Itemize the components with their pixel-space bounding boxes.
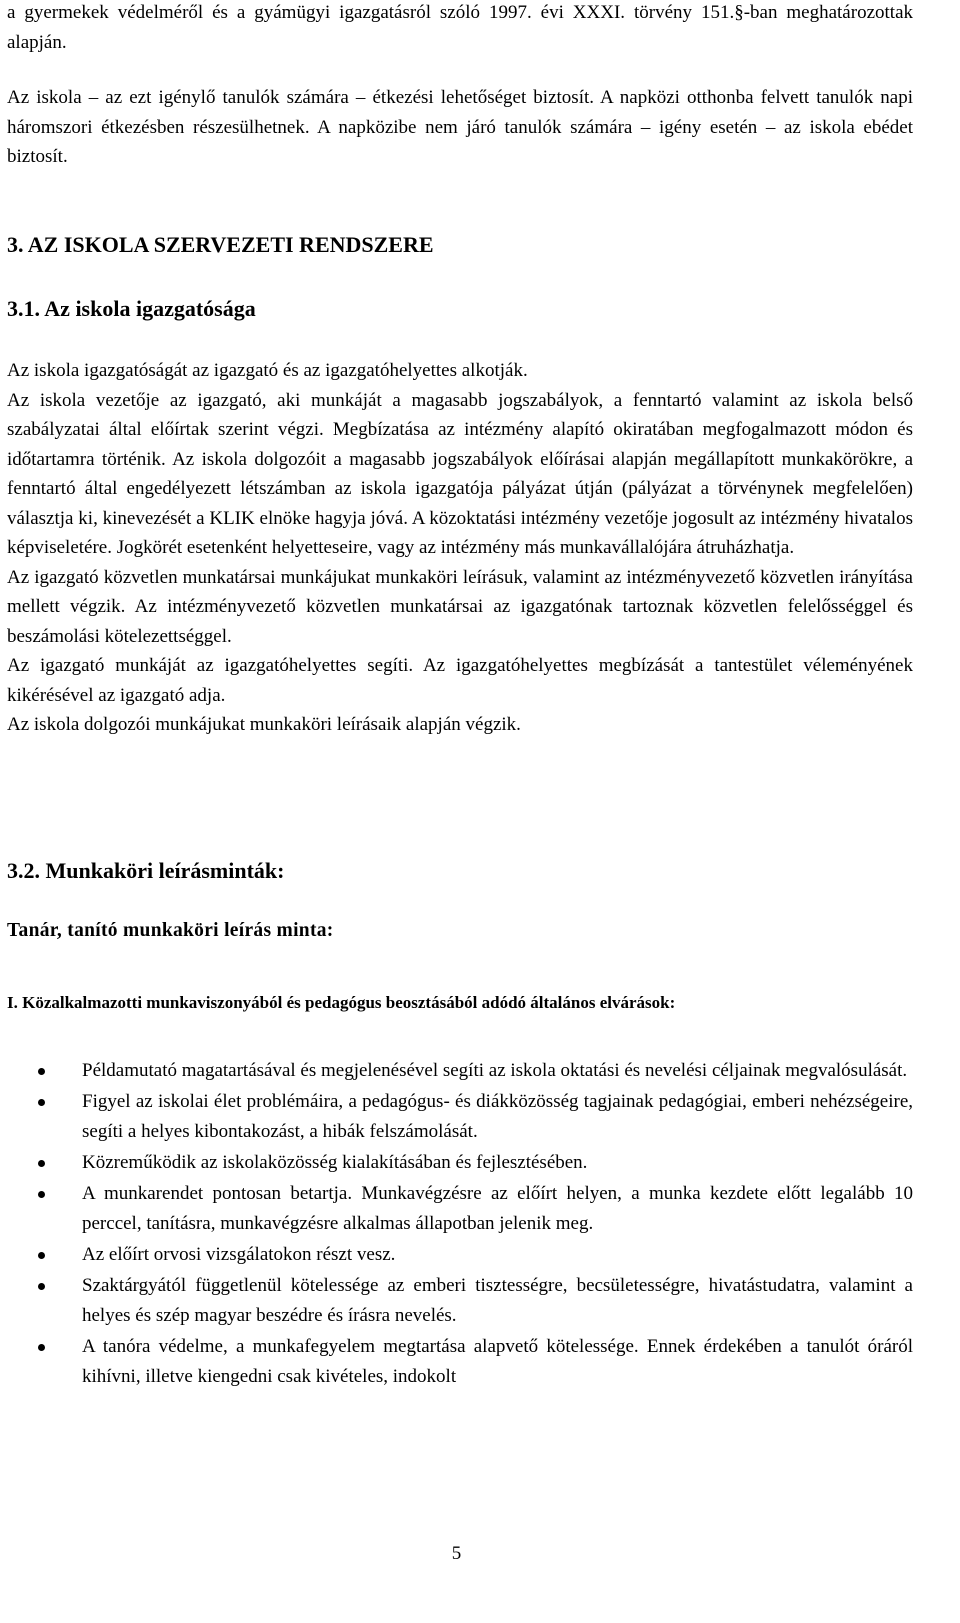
requirements-list — [0, 1056, 913, 1393]
paragraph: Az iskola igazgatóságát az igazgató és az igazgatóhelyettes alkotják. — [7, 360, 528, 381]
list-item: A tanóra védelme, a munkafegyelem megtartása alapvető kötelessége. Ennek érdekében a tanulót óráról kihívni, illetve kiengedni csak kivételes, indokolt — [0, 1332, 913, 1392]
list-item: Szaktárgyától függetlenül kötelessége az emberi tisztességre, becsületességre, hivatástudatra, valamint a helyes és szép magyar beszédre és írásra nevelés. — [0, 1271, 913, 1331]
subsection-heading-3-1: 3.1. Az iskola igazgatósága — [7, 296, 256, 321]
paragraph: Az iskola vezetője az igazgató, aki munkáját a magasabb jogszabályok, a fenntartó valamint az iskola belső szabályzatai által előírtak szerint végzi. Megbízatása az intézmény alapító okiratában megfogalmazott módon és időtartamra történik. Az iskola dolgozóit a magasabb jogszabályok előírásai alapján megállapított munkakörökre, a fenntartó által engedélyezett létszámban az iskola igazgatója pályázat útján (pályázat a törvénynek megfelelően) választja ki, kinevezését a KLIK elnöke hagyja jóvá. A közoktatási intézmény vezetője jogosult az intézmény hivatalos képviseletére. Jogkörét esetenként helyetteseire, vagy az intézmény más munkavállalójára átruházhatja. — [7, 389, 913, 558]
bullet-icon — [38, 1252, 45, 1259]
paragraph: Az iskola dolgozói munkájukat munkaköri leírásaik alapján végzik. — [7, 714, 521, 735]
bullet-icon — [38, 1099, 45, 1106]
section-heading: 3. AZ ISKOLA SZERVEZETI RENDSZERE — [7, 232, 434, 257]
bullet-icon — [38, 1283, 45, 1290]
paragraph: Az igazgató munkáját az igazgatóhelyettes segíti. Az igazgatóhelyettes megbízását a tantestület véleményének kikérésével az igazgató adja. — [7, 655, 913, 706]
subsection-heading-3-2: 3.2. Munkaköri leírásminták: — [7, 858, 285, 883]
list-item: A munkarendet pontosan betartja. Munkavégzésre az előírt helyen, a munka kezdete előtt legalább 10 perccel, tanításra, munkavégzésre alkalmas állapotban jelenik meg. — [0, 1179, 913, 1239]
paragraph-intro-1: a gyermekek védelméről és a gyámügyi igazgatásról szóló 1997. évi XXXI. törvény 151.§-ban meghatározottak alapján. — [7, 2, 913, 53]
list-item: Példamutató magatartásával és megjelenésével segíti az iskola oktatási és nevelési céljainak megvalósulását. — [0, 1056, 913, 1086]
page-number: 5 — [451, 1543, 462, 1564]
subsection-body-3-1 — [7, 356, 913, 740]
list-item: Közreműködik az iskolaközösség kialakításában és fejlesztésében. — [0, 1148, 913, 1178]
bullet-icon — [38, 1160, 45, 1167]
job-description-title: Tanár, tanító munkaköri leírás minta: — [7, 920, 334, 941]
paragraph: Az igazgató közvetlen munkatársai munkájukat munkaköri leírásuk, valamint az intézményvezető közvetlen irányítása mellett végzik. Az intézményvezető közvetlen munkatársai az igazgatónak tartoznak közvetlen felelősséggel és beszámolási kötelezettséggel. — [7, 566, 913, 647]
bullet-icon — [38, 1068, 45, 1075]
list-item: Az előírt orvosi vizsgálatokon részt vesz. — [0, 1240, 913, 1270]
bullet-icon — [38, 1191, 45, 1198]
list-item: Figyel az iskolai élet problémáira, a pedagógus- és diákközösség tagjainak pedagógiai, emberi nehézségeire, segíti a helyes kibontakozást, a hibák felszámolását. — [0, 1087, 913, 1147]
requirements-heading: I. Közalkalmazotti munkaviszonyából és pedagógus beosztásából adódó általános elvárások: — [7, 993, 676, 1012]
paragraph-intro-2: Az iskola – az ezt igénylő tanulók számára – étkezési lehetőséget biztosít. A napközi otthonba felvett tanulók napi háromszori étkezésben részesülhetnek. A napközibe nem járó tanulók számára – igény esetén – az iskola ebédet biztosít. — [7, 87, 913, 167]
bullet-icon — [38, 1344, 45, 1351]
